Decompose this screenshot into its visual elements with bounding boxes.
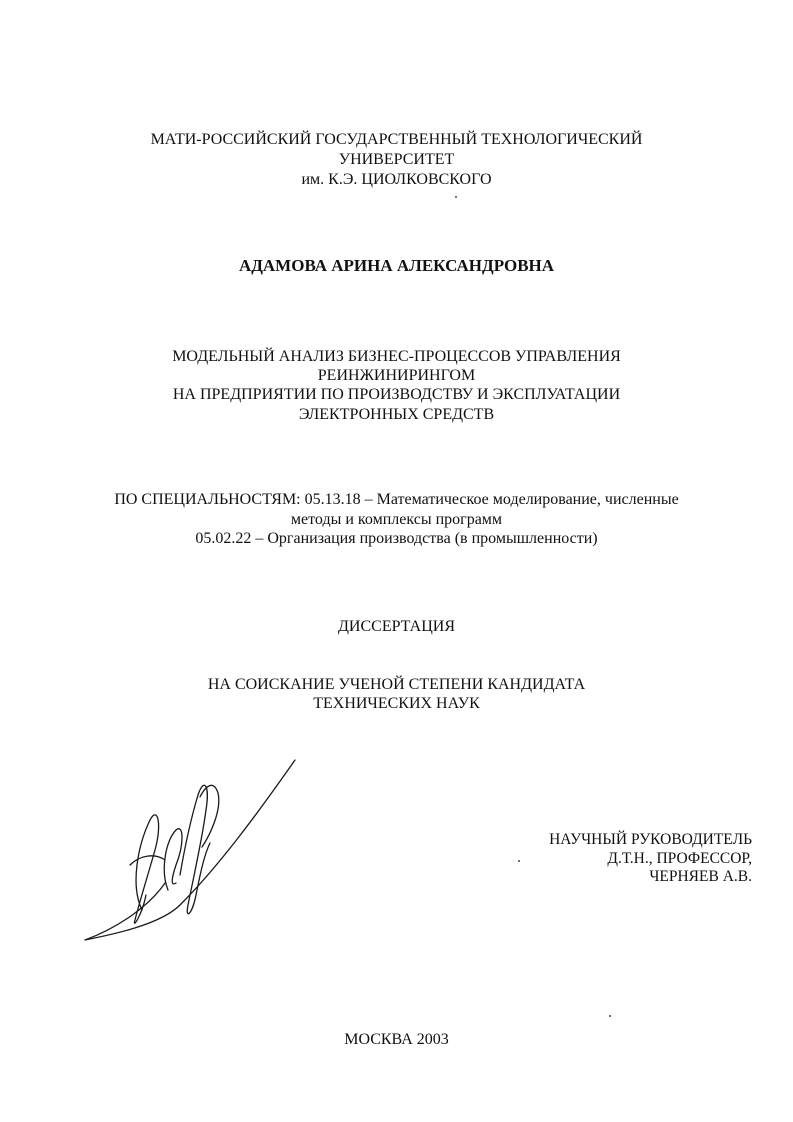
supervisor-line-3: ЧЕРНЯЕВ А.В. — [649, 868, 752, 885]
university-name-line-2: УНИВЕРСИТЕТ — [338, 151, 455, 168]
supervisor-line-2: Д.Т.Н., ПРОФЕССОР, — [607, 850, 752, 867]
work-type: ДИССЕРТАЦИЯ — [338, 618, 455, 635]
title-line-3: НА ПРЕДПРИЯТИИ ПО ПРОИЗВОДСТВУ И ЭКСПЛУАТАЦИИ — [172, 386, 621, 403]
title-line-2: РЕИНЖИНИРИНГОМ — [317, 367, 476, 384]
author-name: АДАМОВА АРИНА АЛЕКСАНДРОВНА — [238, 256, 555, 275]
specialty-line-2: методы и комплексы программ — [290, 511, 503, 528]
title-line-1: МОДЕЛЬНЫЙ АНАЛИЗ БИЗНЕС-ПРОЦЕССОВ УПРАВЛЕНИЯ — [172, 348, 621, 365]
supervisor-line-1: НАУЧНЫЙ РУКОВОДИТЕЛЬ — [549, 831, 752, 848]
city-year: МОСКВА 2003 — [344, 1031, 449, 1048]
title-line-4: ЭЛЕКТРОННЫХ СРЕДСТВ — [298, 406, 495, 423]
scan-speck — [609, 1015, 611, 1017]
degree-line-1: НА СОИСКАНИЕ УЧЕНОЙ СТЕПЕНИ КАНДИДАТА — [207, 676, 586, 693]
specialty-line-3: 05.02.22 – Организация производства (в промышленности) — [195, 530, 598, 547]
university-name-line-1: МАТИ-РОССИЙСКИЙ ГОСУДАРСТВЕННЫЙ ТЕХНОЛОГИЧЕСКИЙ — [150, 131, 643, 148]
degree-line-2: ТЕХНИЧЕСКИХ НАУК — [313, 695, 480, 712]
scan-speck — [518, 860, 520, 862]
specialty-line-1: ПО СПЕЦИАЛЬНОСТЯМ: 05.13.18 – Математическое моделирование, численные — [114, 491, 679, 508]
handwritten-signature — [80, 755, 305, 950]
scan-speck — [455, 196, 457, 198]
university-name-line-3: им. К.Э. ЦИОЛКОВСКОГО — [301, 171, 492, 188]
